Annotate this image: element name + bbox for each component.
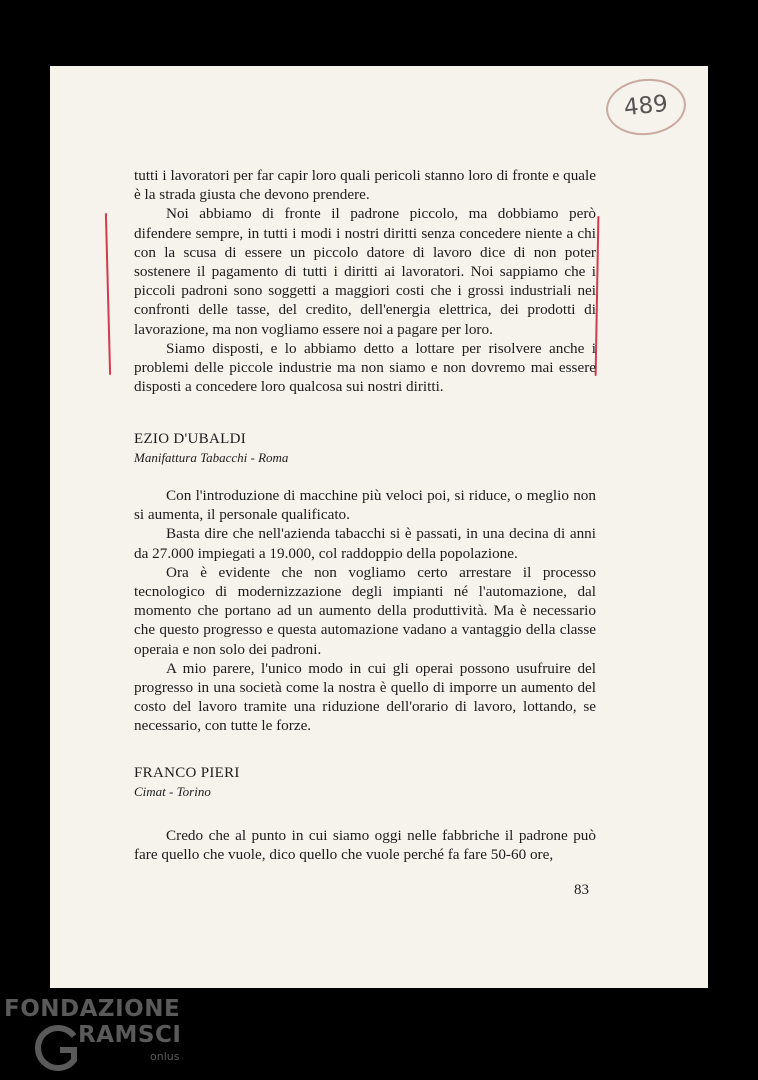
fondazione-gramsci-logo [4, 996, 188, 1074]
speaker-heading [134, 430, 288, 466]
speaker-name: EZIO D'UBALDI [134, 431, 246, 447]
paragraph: Siamo disposti, e lo abbiamo detto a lottare per risolvere anche i problemi delle piccole industrie ma non siamo e non dovremo mai essere disposti a concedere loro qualcosa sui nostri diritti. [134, 339, 596, 396]
paragraph: tutti i lavoratori per far capir loro quali pericoli stanno loro di fronte e quale è la strada giusta che devono prendere. [134, 167, 596, 204]
handwritten-folio-number: 489 [603, 75, 688, 139]
speaker-name: FRANCO PIERI [134, 765, 240, 781]
speaker-heading [134, 764, 240, 800]
speaker-1-text [134, 486, 596, 736]
paragraph: Credo che al punto in cui siamo oggi nelle fabbriche il padrone può fare quello che vuole, dico quello che vuole perché fa fare 50-60 ore, [134, 827, 596, 864]
paragraph: Basta dire che nell'azienda tabacchi si è passati, in una decina di anni da 27.000 impiegati a 19.000, col raddoppio della popolazione. [134, 525, 596, 562]
paragraph: Con l'introduzione di macchine più veloci poi, si riduce, o meglio non si aumenta, il personale qualificato. [134, 487, 596, 524]
logo-line-2: RAMSCI [78, 1022, 182, 1048]
logo-g-icon [30, 1022, 82, 1074]
section-1-text [134, 166, 596, 396]
speaker-organization: Manifattura Tabacchi - Roma [134, 450, 289, 465]
speaker-organization: Cimat - Torino [134, 784, 211, 799]
logo-line-1: FONDAZIONE [4, 996, 181, 1022]
paragraph: A mio parere, l'unico modo in cui gli operai possono usufruire del progresso in una società come la nostra è quello di imporre un aumento del costo del lavoro tramite una riduzione dell'orario di lavoro, lottando, se necessario, con tutte le forze. [134, 659, 596, 735]
speaker-2-text [134, 826, 596, 864]
paragraph: Noi abbiamo di fronte il padrone piccolo, ma dobbiamo però difendere sempre, in tutti i modi i nostri diritti senza concedere niente a chi con la scusa di essere un piccolo datore di lavoro dice di non poter sostenere il pagamento di tutti i diritti ai lavoratori. Noi sappiamo che i piccoli padroni sono soggetti a maggiori costi che i grossi industriali nei confronti delle tasse, del credito, dell'energia elettrica, dei prodotti di lavorazione, ma non vogliamo essere noi a pagare per loro. [134, 205, 596, 338]
page-number: 83 [574, 882, 589, 898]
logo-suffix: onlus [150, 1050, 180, 1063]
paragraph: Ora è evidente che non vogliamo certo arrestare il processo tecnologico di modernizzazione degli impianti né l'automazione, dal momento che portano ad un aumento della produttività. Ma è necessario che questo progresso e questa automazione vadano a vantaggio della classe operaia e non solo dei padroni. [134, 563, 596, 658]
